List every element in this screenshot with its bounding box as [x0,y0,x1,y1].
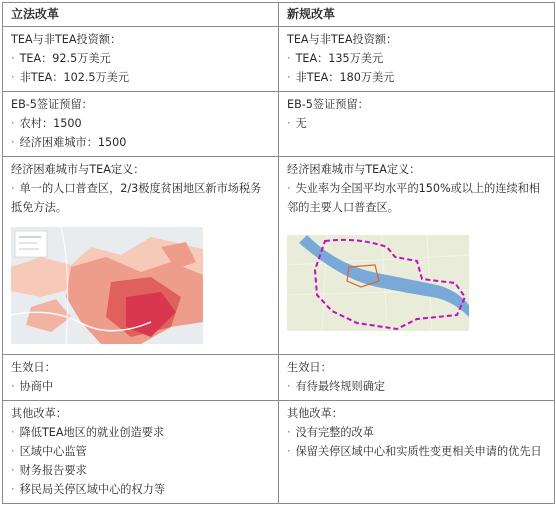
table-cell [279,92,555,157]
column-header-legislative: 立法改革 [3,3,279,27]
table-cell [3,355,279,401]
table-cell [279,27,555,92]
tea-boundary-map [287,235,469,331]
census-tract-heat-map [11,227,203,344]
table-row [3,355,555,401]
list-item: · 非TEA：102.5万美元 [11,68,272,87]
comparison-table [2,2,555,504]
cell-heading: TEA与非TEA投资额： [287,33,398,46]
table-row [3,92,555,157]
definition-text: · 单一的人口普查区，2/3极度贫困地区新市场税务抵免方法。 [11,179,272,217]
cell-heading: 其他改革： [11,407,67,420]
cell-heading: TEA与非TEA投资额： [11,33,122,46]
list-item: · 农村：1500 [11,114,272,133]
list-item: · 没有完整的改革 [287,423,548,442]
cell-heading: 其他改革： [287,407,343,420]
cell-heading: 经济困难城市与TEA定义： [287,163,421,176]
list-item: · 协商中 [11,377,272,396]
cell-heading: 经济困难城市与TEA定义： [11,163,145,176]
table-cell [279,401,555,504]
table-cell [279,157,555,355]
table-cell [3,157,279,355]
table-cell [3,92,279,157]
definition-text: · 失业率为全国平均水平的150%或以上的连续和相邻的主要人口普查区。 [287,179,548,217]
table-row [3,157,555,355]
list-item: · TEA：92.5万美元 [11,49,272,68]
column-header-regulatory: 新规改革 [279,3,555,27]
header-row [3,3,555,27]
cell-heading: 生效日： [287,361,332,374]
table-cell [3,27,279,92]
list-item: · 经济困难城市：1500 [11,133,272,152]
list-item: · 非TEA：180万美元 [287,68,548,87]
table-cell [279,355,555,401]
table-row [3,401,555,504]
list-item: · 降低TEA地区的就业创造要求 [11,423,272,442]
list-item: · 财务报告要求 [11,461,272,480]
table-row [3,27,555,92]
list-item: · TEA：135万美元 [287,49,548,68]
list-item: · 无 [287,114,548,133]
list-item: · 有待最终规则确定 [287,377,548,396]
cell-heading: EB-5签证预留： [287,98,369,111]
cell-heading: EB-5签证预留： [11,98,93,111]
list-item: · 保留关停区域中心和实质性变更相关申请的优先日 [287,442,548,461]
table-cell [3,401,279,504]
cell-heading: 生效日： [11,361,56,374]
list-item: · 区域中心监管 [11,442,272,461]
list-item: · 移民局关停区域中心的权力等 [11,480,272,499]
